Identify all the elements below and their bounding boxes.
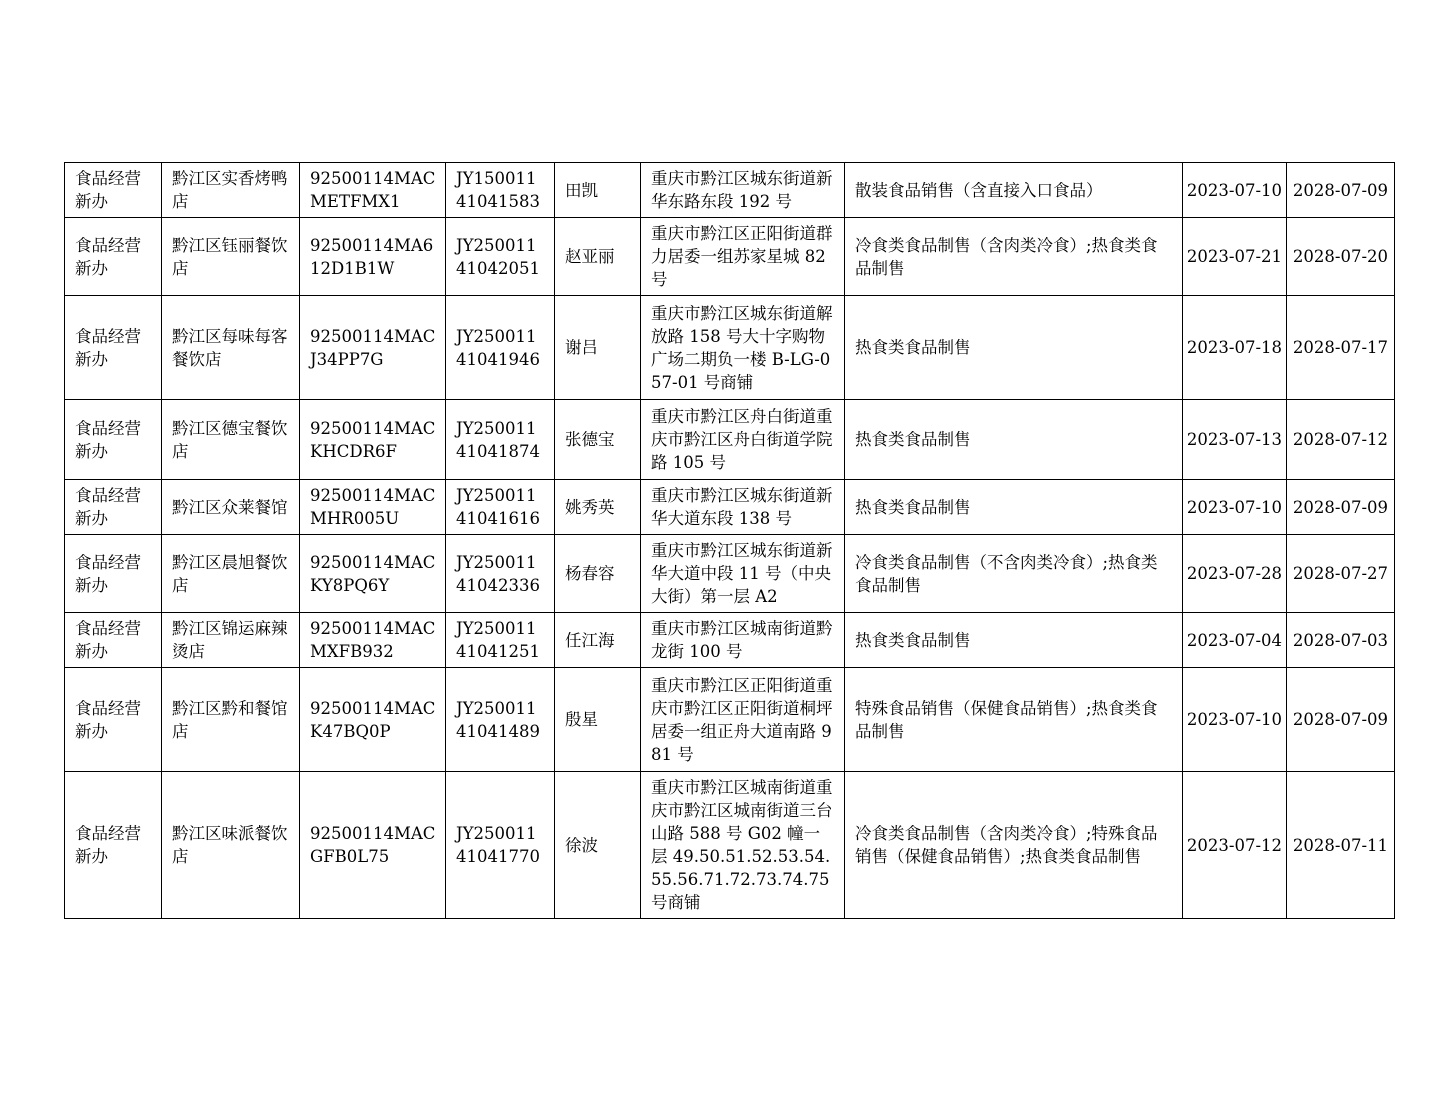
- issue-date-cell: 2023-07-04: [1183, 613, 1287, 668]
- legal-person-cell: 谢吕: [555, 296, 641, 400]
- business-name-cell: 黔江区德宝餐饮店: [162, 400, 300, 480]
- table-body: [65, 163, 1395, 919]
- address-cell: 重庆市黔江区正阳街道重庆市黔江区正阳街道桐坪居委一组正舟大道南路 981 号: [641, 668, 845, 772]
- business-scope-cell: 热食类食品制售: [845, 613, 1183, 668]
- table-row: [65, 296, 1395, 400]
- credit-code-cell: 92500114MACKHCDR6F: [300, 400, 446, 480]
- license-number-cell: JY25001141041874: [446, 400, 555, 480]
- address-cell: 重庆市黔江区城东街道解放路 158 号大十字购物广场二期负一楼 B-LG-057-01 号商铺: [641, 296, 845, 400]
- expiry-date-cell: 2028-07-17: [1287, 296, 1395, 400]
- business-scope-cell: 冷食类食品制售（含肉类冷食）;特殊食品销售（保健食品销售）;热食类食品制售: [845, 772, 1183, 919]
- business-name-cell: 黔江区味派餐饮店: [162, 772, 300, 919]
- license-table: [64, 162, 1395, 919]
- business-type-cell: 食品经营新办: [65, 480, 162, 535]
- business-name-cell: 黔江区晨旭餐饮店: [162, 535, 300, 613]
- issue-date-cell: 2023-07-28: [1183, 535, 1287, 613]
- business-scope-cell: 冷食类食品制售（不含肉类冷食）;热食类食品制售: [845, 535, 1183, 613]
- legal-person-cell: 任江海: [555, 613, 641, 668]
- business-type-cell: 食品经营新办: [65, 296, 162, 400]
- business-scope-cell: 散装食品销售（含直接入口食品）: [845, 163, 1183, 218]
- license-number-cell: JY25001141041616: [446, 480, 555, 535]
- issue-date-cell: 2023-07-10: [1183, 163, 1287, 218]
- credit-code-cell: 92500114MACMHR005U: [300, 480, 446, 535]
- credit-code-cell: 92500114MACMETFMX1: [300, 163, 446, 218]
- license-number-cell: JY25001141041489: [446, 668, 555, 772]
- business-name-cell: 黔江区众莱餐馆: [162, 480, 300, 535]
- address-cell: 重庆市黔江区城东街道新华大道中段 11 号（中央大街）第一层 A2: [641, 535, 845, 613]
- business-scope-cell: 冷食类食品制售（含肉类冷食）;热食类食品制售: [845, 218, 1183, 296]
- issue-date-cell: 2023-07-21: [1183, 218, 1287, 296]
- credit-code-cell: 92500114MACK47BQ0P: [300, 668, 446, 772]
- credit-code-cell: 92500114MACKY8PQ6Y: [300, 535, 446, 613]
- expiry-date-cell: 2028-07-09: [1287, 668, 1395, 772]
- table-row: [65, 613, 1395, 668]
- credit-code-cell: 92500114MA612D1B1W: [300, 218, 446, 296]
- credit-code-cell: 92500114MACMXFB932: [300, 613, 446, 668]
- credit-code-cell: 92500114MACGFB0L75: [300, 772, 446, 919]
- business-scope-cell: 热食类食品制售: [845, 480, 1183, 535]
- address-cell: 重庆市黔江区城南街道黔龙街 100 号: [641, 613, 845, 668]
- issue-date-cell: 2023-07-13: [1183, 400, 1287, 480]
- business-type-cell: 食品经营新办: [65, 535, 162, 613]
- license-number-cell: JY15001141041583: [446, 163, 555, 218]
- table-row: [65, 668, 1395, 772]
- business-type-cell: 食品经营新办: [65, 668, 162, 772]
- table-row: [65, 163, 1395, 218]
- business-name-cell: 黔江区黔和餐馆店: [162, 668, 300, 772]
- business-type-cell: 食品经营新办: [65, 163, 162, 218]
- expiry-date-cell: 2028-07-20: [1287, 218, 1395, 296]
- issue-date-cell: 2023-07-18: [1183, 296, 1287, 400]
- legal-person-cell: 赵亚丽: [555, 218, 641, 296]
- expiry-date-cell: 2028-07-11: [1287, 772, 1395, 919]
- expiry-date-cell: 2028-07-09: [1287, 163, 1395, 218]
- license-number-cell: JY25001141041251: [446, 613, 555, 668]
- issue-date-cell: 2023-07-10: [1183, 668, 1287, 772]
- expiry-date-cell: 2028-07-03: [1287, 613, 1395, 668]
- business-scope-cell: 热食类食品制售: [845, 400, 1183, 480]
- business-type-cell: 食品经营新办: [65, 218, 162, 296]
- table-row: [65, 480, 1395, 535]
- table-row: [65, 400, 1395, 480]
- business-type-cell: 食品经营新办: [65, 772, 162, 919]
- table-row: [65, 535, 1395, 613]
- legal-person-cell: 殷星: [555, 668, 641, 772]
- business-type-cell: 食品经营新办: [65, 613, 162, 668]
- business-name-cell: 黔江区钰丽餐饮店: [162, 218, 300, 296]
- business-scope-cell: 特殊食品销售（保健食品销售）;热食类食品制售: [845, 668, 1183, 772]
- address-cell: 重庆市黔江区城南街道重庆市黔江区城南街道三台山路 588 号 G02 幢一层 49.50.51.52.53.54.55.56.71.72.73.74.75 号商铺: [641, 772, 845, 919]
- license-number-cell: JY25001141042051: [446, 218, 555, 296]
- expiry-date-cell: 2028-07-27: [1287, 535, 1395, 613]
- business-name-cell: 黔江区锦运麻辣烫店: [162, 613, 300, 668]
- table-row: [65, 218, 1395, 296]
- address-cell: 重庆市黔江区正阳街道群力居委一组苏家星城 82 号: [641, 218, 845, 296]
- legal-person-cell: 田凯: [555, 163, 641, 218]
- credit-code-cell: 92500114MACJ34PP7G: [300, 296, 446, 400]
- table-row: [65, 772, 1395, 919]
- address-cell: 重庆市黔江区城东街道新华大道东段 138 号: [641, 480, 845, 535]
- business-scope-cell: 热食类食品制售: [845, 296, 1183, 400]
- issue-date-cell: 2023-07-10: [1183, 480, 1287, 535]
- license-number-cell: JY25001141042336: [446, 535, 555, 613]
- expiry-date-cell: 2028-07-12: [1287, 400, 1395, 480]
- address-cell: 重庆市黔江区城东街道新华东路东段 192 号: [641, 163, 845, 218]
- legal-person-cell: 徐波: [555, 772, 641, 919]
- business-name-cell: 黔江区每味每客餐饮店: [162, 296, 300, 400]
- legal-person-cell: 张德宝: [555, 400, 641, 480]
- business-type-cell: 食品经营新办: [65, 400, 162, 480]
- issue-date-cell: 2023-07-12: [1183, 772, 1287, 919]
- expiry-date-cell: 2028-07-09: [1287, 480, 1395, 535]
- address-cell: 重庆市黔江区舟白街道重庆市黔江区舟白街道学院路 105 号: [641, 400, 845, 480]
- legal-person-cell: 杨春容: [555, 535, 641, 613]
- business-name-cell: 黔江区实香烤鸭店: [162, 163, 300, 218]
- legal-person-cell: 姚秀英: [555, 480, 641, 535]
- license-number-cell: JY25001141041946: [446, 296, 555, 400]
- license-number-cell: JY25001141041770: [446, 772, 555, 919]
